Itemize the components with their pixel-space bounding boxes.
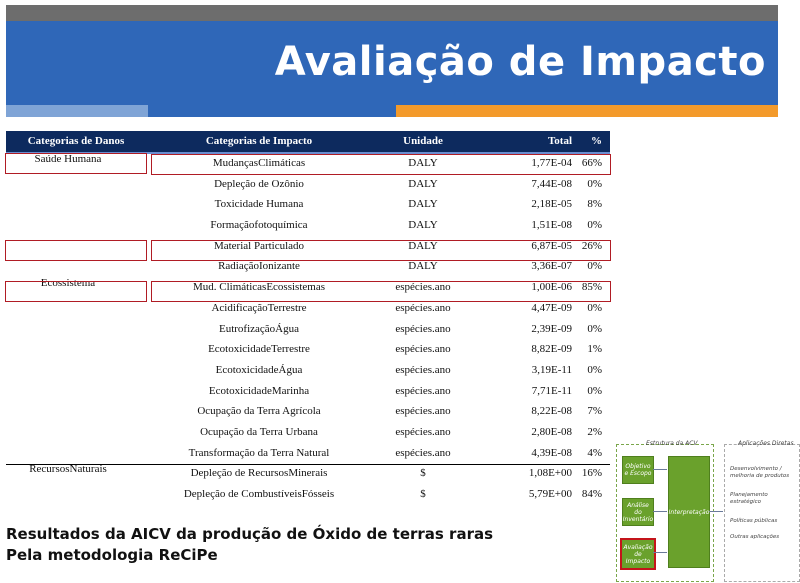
cell-impact: Depleção de RecursosMinerais (190, 467, 328, 480)
table-row (6, 382, 610, 403)
cell-pct: 66% (581, 157, 602, 169)
cell-pct: 0% (587, 363, 602, 376)
table-header (6, 131, 610, 154)
arrow-1 (653, 469, 667, 470)
cell-impact: EutrofizaçãoÁgua (218, 322, 299, 335)
group-label: Ecossistema (40, 277, 96, 290)
cell-impact: EcotoxicidadeMarinha (208, 384, 310, 397)
table-row (6, 444, 610, 465)
cell-total: 5,79E+00 (528, 488, 572, 500)
cell-impact: Formaçãofotoquímica (210, 219, 308, 232)
box-interpretacao: Interpretação (668, 456, 710, 568)
table-row (6, 195, 610, 216)
cell-impact: Transformação da Terra Natural (188, 446, 330, 459)
cell-unit: espécies.ano (395, 363, 451, 376)
cell-pct: 0% (587, 384, 602, 397)
caption-line-2: Pela metodologia ReCiPe (6, 546, 218, 564)
box-objetivo-escopo: Objetivo e Escopo (622, 456, 654, 484)
cell-pct: 0% (587, 177, 602, 190)
table-row (6, 320, 610, 341)
group-label: RecursosNaturais (29, 463, 107, 476)
cell-pct: 0% (587, 322, 602, 335)
cell-total: 4,39E-08 (531, 446, 572, 459)
highlight-mudancas-climaticas (151, 154, 611, 175)
app-item: Desenvolvimento / melhoria de produtos (730, 466, 790, 479)
cell-pct: 4% (587, 446, 602, 459)
table-row (6, 340, 610, 361)
cell-unit: espécies.ano (395, 425, 451, 438)
cell-total: 1,00E-06 (531, 281, 572, 294)
cell-total: 1,77E-04 (531, 157, 572, 169)
header-total: Total (547, 135, 572, 147)
header-unit: Unidade (403, 135, 443, 147)
cell-pct: 16% (581, 467, 602, 480)
table-row (6, 361, 610, 382)
highlight-material-particulado-left (5, 240, 147, 261)
cell-total: 4,47E-09 (531, 301, 572, 314)
table-row (6, 485, 610, 506)
app-item: Planejamento estratégico (730, 492, 768, 505)
cell-impact: Material Particulado (213, 239, 305, 252)
cell-unit: espécies.ano (395, 301, 451, 314)
header-damage: Categorias de Danos (27, 135, 125, 147)
cell-pct: 0% (587, 260, 602, 273)
cell-unit: $ (420, 467, 426, 480)
accent-stripe-orange (396, 105, 778, 117)
frame-label: Estrutura da ACV (646, 440, 698, 447)
cell-unit: espécies.ano (395, 322, 451, 335)
table-row (6, 216, 610, 237)
cell-unit: DALY (408, 177, 438, 190)
cell-unit: espécies.ano (395, 281, 451, 294)
cell-total: 3,19E-11 (531, 363, 572, 376)
accent-stripe-light (6, 105, 148, 117)
cell-total: 7,44E-08 (531, 177, 572, 190)
cell-unit: espécies.ano (395, 343, 451, 356)
table-row (6, 175, 610, 196)
cell-unit: DALY (408, 198, 438, 211)
cell-unit: DALY (408, 219, 438, 232)
top-gray-bar (6, 5, 778, 21)
table-row (6, 464, 610, 485)
cell-pct: 84% (581, 488, 602, 500)
cell-pct: 7% (587, 405, 602, 418)
arrow-4 (709, 511, 723, 512)
cell-unit: espécies.ano (395, 405, 451, 418)
header-impact: Categorias de Impacto (205, 135, 313, 147)
cell-total: 2,18E-05 (531, 198, 572, 211)
cell-impact: Depleção de CombustíveisFósseis (183, 488, 335, 500)
cell-unit: DALY (408, 260, 438, 273)
cell-impact: EcotoxicidadeTerrestre (208, 343, 310, 356)
cell-unit: espécies.ano (395, 446, 451, 459)
cell-total: 7,71E-11 (531, 384, 572, 397)
app-item: Políticas públicas (730, 518, 778, 524)
cell-unit: $ (420, 488, 426, 500)
lca-framework-diagram (612, 438, 800, 583)
cell-impact: AcidificaçãoTerrestre (211, 301, 307, 314)
cell-pct: 0% (587, 301, 602, 314)
cell-impact: Ocupação da Terra Agrícola (197, 405, 321, 418)
cell-pct: 0% (587, 219, 602, 232)
cell-pct: 26% (581, 239, 602, 252)
cell-impact: Toxicidade Humana (214, 198, 304, 211)
cell-impact: MudançasClimáticas (212, 157, 306, 169)
slide-title: Avaliação de Impacto (274, 39, 766, 85)
cell-impact: Depleção de Ozônio (214, 177, 304, 190)
cell-unit: DALY (408, 239, 438, 252)
cell-total: 3,36E-07 (531, 260, 572, 273)
cell-pct: 2% (587, 425, 602, 438)
arrow-2 (653, 511, 667, 512)
impact-table (6, 131, 610, 506)
cell-total: 1,08E+00 (528, 467, 572, 480)
highlight-material-particulado (151, 240, 611, 261)
apps-label: Aplicações Diretas (738, 440, 794, 447)
cell-impact: Mud. ClimáticasEcossistemas (193, 281, 325, 294)
group-label: Saúde Humana (34, 153, 102, 165)
cell-total: 8,82E-09 (531, 343, 572, 356)
cell-pct: 8% (587, 198, 602, 211)
cell-impact: RadiaçãoIonizante (218, 260, 300, 273)
cell-impact: EcotoxicidadeÁgua (215, 363, 303, 376)
box-analise-inventario: Análise do Inventário (622, 498, 654, 526)
highlight-mud-climaticas-ecossistemas (151, 281, 611, 302)
caption-line-1: Resultados da AICV da produção de Óxido de terras raras (6, 525, 494, 543)
highlight-saude-humana (5, 153, 147, 174)
cell-total: 1,51E-08 (531, 219, 572, 232)
cell-total: 2,39E-09 (531, 322, 572, 335)
cell-impact: Ocupação da Terra Urbana (200, 425, 318, 438)
box-avaliacao-impacto: Avaliação de Impacto (620, 538, 656, 570)
cell-pct: 85% (581, 281, 602, 294)
header-pct: % (591, 135, 602, 147)
cell-unit: DALY (408, 157, 438, 169)
caption (6, 524, 493, 566)
cell-pct: 1% (587, 343, 602, 356)
table-row (6, 402, 610, 423)
title-banner (6, 21, 778, 105)
cell-total: 6,87E-05 (531, 239, 572, 252)
accent-stripe-blue (148, 105, 396, 117)
cell-unit: espécies.ano (395, 384, 451, 397)
highlight-ecossistema (5, 281, 147, 302)
table-row (6, 423, 610, 444)
app-item: Outras aplicações (730, 534, 780, 540)
cell-total: 2,80E-08 (531, 425, 572, 438)
cell-total: 8,22E-08 (531, 405, 572, 418)
arrow-3 (653, 552, 667, 553)
apps-frame (724, 444, 800, 582)
